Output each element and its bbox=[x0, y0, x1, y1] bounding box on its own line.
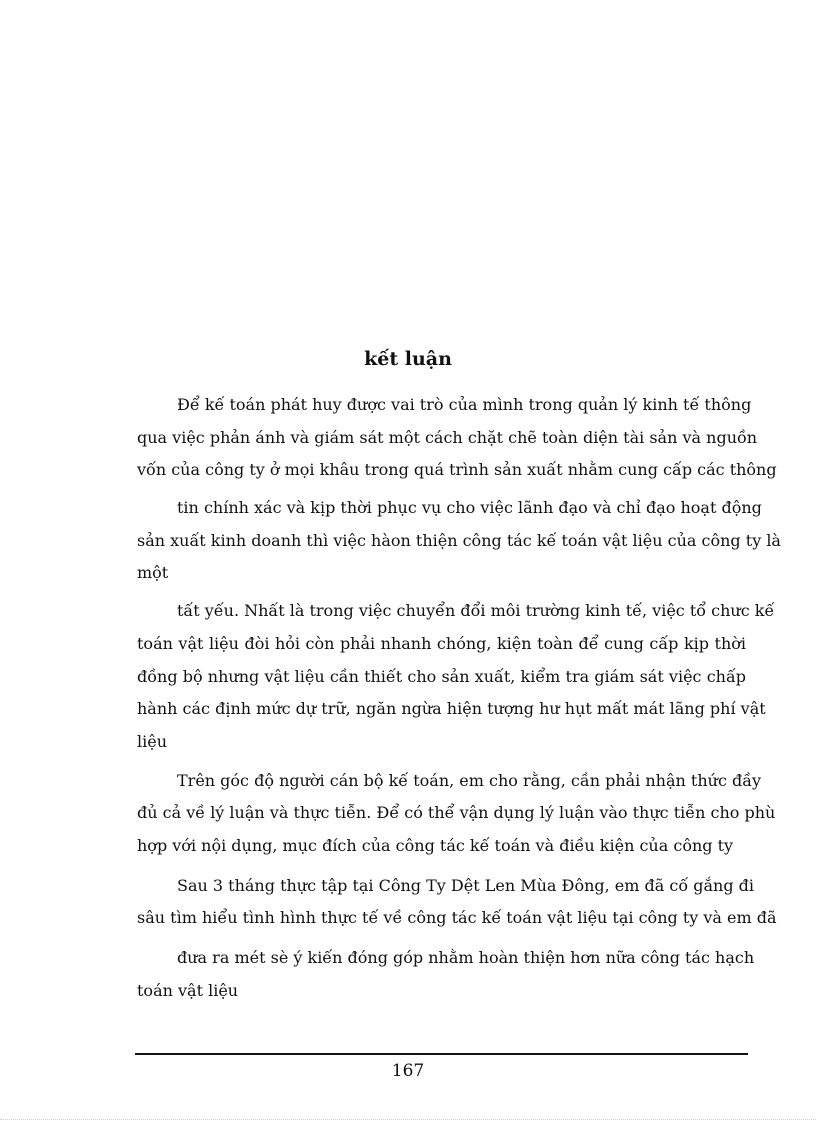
footer-divider bbox=[135, 1053, 748, 1055]
paragraph-1-line-3: vốn của công ty ở mọi khâu trong quá trình sản xuất nhằm cung cấp các thông bbox=[137, 460, 777, 479]
paragraph-2-line-1: tin chính xác và kịp thời phục vụ cho việc lãnh đạo và chỉ đạo hoạt động bbox=[177, 498, 762, 517]
paragraph-3-line-2: toán vật liệu đòi hỏi còn phải nhanh chóng, kiện toàn để cung cấp kịp thời bbox=[137, 634, 746, 653]
paragraph-5-line-1: Sau 3 tháng thực tập tại Công Ty Dệt Len Mùa Đông, em đã cố gắng đi bbox=[177, 876, 754, 895]
paragraph-5-line-2: sâu tìm hiểu tình hình thực tế về công tác kế toán vật liệu tại công ty và em đã bbox=[137, 908, 777, 927]
paragraph-6-line-2: toán vật liệu bbox=[137, 981, 239, 1000]
paragraph-3-line-1: tất yếu. Nhất là trong việc chuyển đổi môi trường kinh tế, việc tổ chưc kế bbox=[177, 601, 775, 620]
paragraph-3-line-3: đồng bộ nhưng vật liệu cần thiết cho sản xuất, kiểm tra giám sát việc chấp bbox=[137, 667, 746, 686]
document-title: kết luận bbox=[364, 348, 452, 370]
paragraph-6-line-1: đưa ra mét sè ý kiến đóng góp nhằm hoàn thiện hơn nữa công tác hạch bbox=[177, 948, 755, 967]
paragraph-3-line-4: hành các định mức dự trữ, ngăn ngừa hiện tượng hư hụt mất mát lãng phí vật bbox=[137, 699, 766, 718]
paragraph-3-line-5: liệu bbox=[137, 732, 168, 751]
paragraph-2-line-3: một bbox=[137, 563, 169, 582]
paragraph-2-line-2: sản xuất kinh doanh thì việc hàon thiện công tác kế toán vật liệu của công ty là bbox=[137, 531, 781, 550]
page-bottom-dotted-edge bbox=[0, 1119, 816, 1120]
paragraph-1-line-1: Để kế toán phát huy được vai trò của mình trong quản lý kinh tế thông bbox=[177, 395, 752, 414]
paragraph-4-line-2: đủ cả về lý luận và thực tiễn. Để có thể vận dụng lý luận vào thực tiễn cho phù bbox=[137, 803, 776, 822]
page-number: 167 bbox=[391, 1061, 425, 1081]
paragraph-4-line-3: hợp với nội dụng, mục đích của công tác kế toán và điều kiện của công ty bbox=[137, 836, 734, 855]
paragraph-4-line-1: Trên góc độ người cán bộ kế toán, em cho rằng, cần phải nhận thức đầy bbox=[177, 771, 762, 790]
paragraph-1-line-2: qua việc phản ánh và giám sát một cách chặt chẽ toàn diện tài sản và nguồn bbox=[137, 428, 758, 447]
